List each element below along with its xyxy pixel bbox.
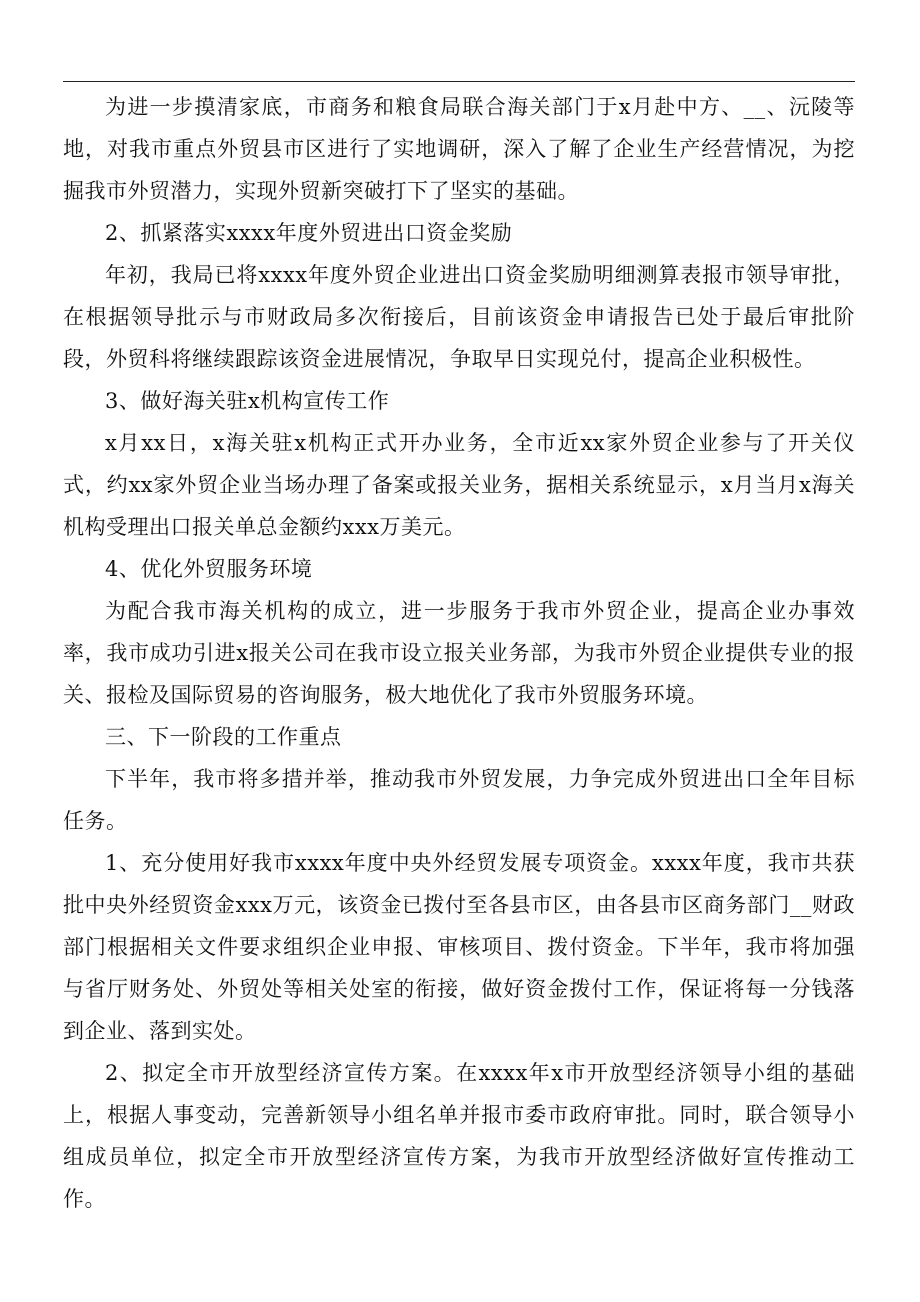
- section-heading-customs-publicity: 3、做好海关驻x机构宣传工作: [105, 389, 390, 413]
- paragraph-funding-reward: 年初，我局已将xxxx年度外贸企业进出口资金奖励明细测算表报市领导审批，在根据领导批示与市财政局多次衔接后，目前该资金申请报告已处于最后审批阶段，外贸科将继续跟踪该资金进展情况，争取早日实现兑付，提高企业积极性。: [63, 263, 855, 371]
- header-rule: [63, 81, 855, 82]
- paragraph-special-funds: 1、充分使用好我市xxxx年度中央外经贸发展专项资金。xxxx年度，我市共获批中央外经贸资金xxx万元，该资金已拨付至各县市区，由各县市区商务部门__财政部门根据相关文件要求组织企业申报、审核项目、拨付资金。下半年，我市将加强与省厅财务处、外贸处等相关处室的衔接，做好资金拨付工作，保证将每一分钱落到企业、落到实处。: [63, 851, 855, 1043]
- section-heading-funding-reward: 2、抓紧落实xxxx年度外贸进出口资金奖励: [105, 221, 513, 245]
- section-heading-next-stage: 三、下一阶段的工作重点: [105, 725, 342, 749]
- paragraph-service-environment: 为配合我市海关机构的成立，进一步服务于我市外贸企业，提高企业办事效率，我市成功引进x报关公司在我市设立报关业务部，为我市外贸企业提供专业的报关、报检及国际贸易的咨询服务，极大地优化了我市外贸服务环境。: [63, 599, 855, 707]
- paragraph-publicity-plan: 2、拟定全市开放型经济宣传方案。在xxxx年x市开放型经济领导小组的基础上，根据人事变动，完善新领导小组名单并报市委市政府审批。同时，联合领导小组成员单位，拟定全市开放型经济宣传方案，为我市开放型经济做好宣传推动工作。: [63, 1061, 855, 1211]
- paragraph-survey: 为进一步摸清家底，市商务和粮食局联合海关部门于x月赴中方、__、沅陵等地，对我市重点外贸县市区进行了实地调研，深入了解了企业生产经营情况，为挖掘我市外贸潜力，实现外贸新突破打下了坚实的基础。: [63, 95, 855, 203]
- paragraph-next-stage-intro: 下半年，我市将多措并举，推动我市外贸发展，力争完成外贸进出口全年目标任务。: [63, 767, 855, 833]
- section-heading-service-environment: 4、优化外贸服务环境: [105, 557, 313, 581]
- document-body: [63, 86, 855, 1220]
- paragraph-customs-publicity: x月xx日，x海关驻x机构正式开办业务，全市近xx家外贸企业参与了开关仪式，约xx家外贸企业当场办理了备案或报关业务，据相关系统显示，x月当月x海关机构受理出口报关单总金额约xxx万美元。: [63, 431, 855, 539]
